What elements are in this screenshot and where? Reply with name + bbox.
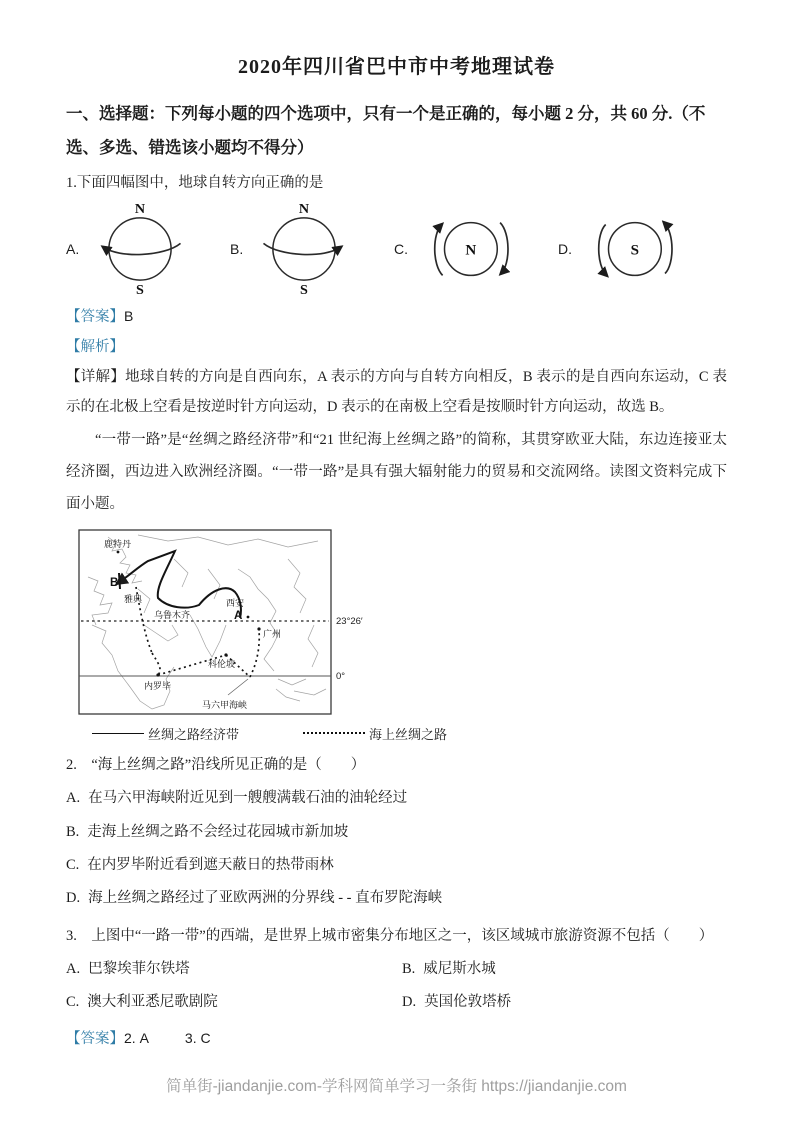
legend-dotted-label: 海上丝绸之路: [369, 726, 448, 742]
analysis-tag: 【解析】: [66, 339, 124, 356]
legend-solid-line-swatch: [92, 733, 144, 734]
q2-option-c: [66, 849, 727, 882]
page-title: 2020年四川省巴中市中考地理试卷: [238, 56, 555, 78]
q3-options-row-1: [66, 953, 727, 986]
map-label-nairobi: 内罗毕: [144, 680, 172, 691]
rotation-arrow-right-down: [500, 223, 508, 274]
question-1-figures: [66, 200, 727, 298]
q2-option-c-letter: C.: [66, 856, 80, 873]
equator-arrow-west: [103, 244, 180, 255]
globe-polar-south-counterclockwise-icon: [574, 200, 692, 298]
q2-option-b-letter: B.: [66, 823, 80, 840]
b-city-tick: [119, 573, 120, 589]
map-label-rotterdam: 鹿特丹: [104, 538, 132, 549]
q1-answer-value: B: [124, 308, 134, 325]
answer-tag: 【答案】: [66, 309, 124, 326]
q3-option-a-letter: A.: [66, 960, 81, 977]
q2-option-c-text: 在内罗毕附近看到遮天蔽日的热带雨林: [87, 856, 334, 873]
q2-option-a: [66, 782, 727, 815]
map-label-guangzhou: 广州: [263, 628, 282, 639]
q3-option-d-text: 英国伦敦塔桥: [424, 994, 512, 1011]
figure-option-d: [558, 200, 722, 298]
map-border: [79, 530, 331, 714]
q3-option-c-letter: C.: [66, 994, 80, 1011]
pole-center-label: N: [465, 242, 477, 259]
rotation-arrow-left-down: [599, 225, 607, 276]
question-3-block: [66, 920, 727, 1020]
pole-s-label: S: [300, 282, 309, 299]
belt-road-map: [78, 529, 390, 717]
q3-option-b-text: 威尼斯水城: [423, 960, 496, 977]
q2-option-b-text: 走海上丝绸之路不会经过花园城市新加坡: [87, 823, 349, 840]
q1-detail-paragraph: [66, 363, 727, 422]
q1-detail-text: 地球自转的方向是自西向东，A 表示的方向与自转方向相反，B 表示的是自西向东运动，C 表示的在北极上空看是按逆时针方向运动，D 表示的在南极上空看是按顺时针方向运动，故选 B。: [66, 368, 728, 415]
q2-answer-value: 2. A: [124, 1029, 149, 1046]
figure-b-label: B.: [230, 241, 244, 258]
figure-option-c: [394, 200, 558, 298]
q3-option-d-letter: D.: [402, 994, 417, 1011]
detail-tag: 【详解】: [66, 368, 126, 385]
q3-option-b: [402, 953, 727, 986]
q1-analysis-line: [66, 333, 727, 363]
belt-road-passage: “一带一路”是“丝绸之路经济带”和“21 世纪海上丝绸之路”的简称，其贯穿欧亚大陆，东边连接亚太经济圈，西边进入欧洲经济圈。“一带一路”是具有强大辐射能力的贸易和交流网络。读图文资料完成下面小题。: [66, 432, 727, 512]
map-label-b: B: [110, 576, 119, 589]
page-footer: 简单街-jiandanjie.com-学科网简单学习一条街 https://jiandanjie.com: [166, 1078, 627, 1095]
pole-n-label: N: [299, 201, 310, 218]
map-label-xian: 西安: [226, 597, 245, 608]
q2-option-d-letter: D.: [66, 890, 81, 907]
pole-center-label: S: [630, 242, 640, 259]
q3-options-row-2: [66, 986, 727, 1019]
figure-option-a: [66, 200, 230, 298]
figure-option-b: [230, 200, 394, 298]
map-coastlines: [88, 535, 326, 709]
q3-option-b-letter: B.: [402, 960, 416, 977]
globe-side-east-icon: [245, 200, 363, 298]
q3-option-c-text: 澳大利亚悉尼歌剧院: [87, 994, 218, 1011]
pole-s-label: S: [136, 282, 145, 299]
malacca-pointer-line: [228, 679, 248, 695]
q2-q3-answer-line: [66, 1022, 727, 1056]
map-label-colombo: 科伦坡: [208, 658, 236, 669]
figure-d-label: D.: [558, 241, 572, 258]
silk-road-economic-belt-route: [118, 551, 241, 618]
answer-tag: 【答案】: [66, 1030, 124, 1047]
map-label-malacca: 马六甲海峡: [202, 699, 248, 710]
legend-dotted-line-swatch: [303, 732, 365, 734]
q3-option-c: [66, 986, 402, 1019]
q1-answer-line: [66, 302, 727, 333]
belt-road-map-figure: [78, 529, 727, 743]
question-1-stem: 1.下面四幅图中，地球自转方向正确的是: [66, 174, 324, 191]
map-label-urumqi: 乌鲁木齐: [154, 609, 191, 620]
q2-option-d-text: 海上丝绸之路经过了亚欧两洲的分界线 - - 直布罗陀海峡: [88, 890, 443, 907]
rotation-arrow-left-up: [435, 225, 443, 276]
map-label-athens: 雅典: [124, 593, 143, 604]
question-2-stem: 2. “海上丝绸之路”沿线所见正确的是（ ）: [66, 756, 366, 773]
globe-side-west-icon: [81, 200, 199, 298]
q3-option-a-text: 巴黎埃菲尔铁塔: [88, 960, 190, 977]
equator-latitude-label: 0°: [336, 670, 346, 682]
section-heading: 一、选择题：下列每小题的四个选项中，只有一个是正确的，每小题 2 分，共 60 分.（不选、多选、错选该小题均不得分）: [66, 104, 706, 157]
q3-option-a: [66, 953, 402, 986]
q2-option-b: [66, 816, 727, 849]
q3-option-d: [402, 986, 727, 1019]
q2-option-a-text: 在马六甲海峡附近见到一艘艘满载石油的油轮经过: [88, 790, 408, 807]
map-legend: [92, 724, 727, 743]
equator-arrow-east: [264, 244, 341, 255]
question-2-block: [66, 749, 727, 916]
q2-option-d: [66, 882, 727, 915]
pole-n-label: N: [135, 201, 146, 218]
globe-polar-north-clockwise-icon: [410, 200, 528, 298]
figure-c-label: C.: [394, 241, 408, 258]
map-label-a: A: [234, 609, 243, 622]
q2-option-a-letter: A.: [66, 790, 81, 807]
tropic-latitude-label: 23°26′: [336, 615, 363, 627]
legend-solid-label: 丝绸之路经济带: [148, 726, 240, 742]
q3-answer-value: 3. C: [184, 1029, 211, 1046]
rotation-arrow-right-up: [664, 223, 672, 274]
question-3-stem: 3. 上图中“一路一带”的西端，是世界上城市密集分布地区之一，该区域城市旅游资源不包括（ ）: [66, 927, 714, 944]
figure-a-label: A.: [66, 241, 80, 258]
